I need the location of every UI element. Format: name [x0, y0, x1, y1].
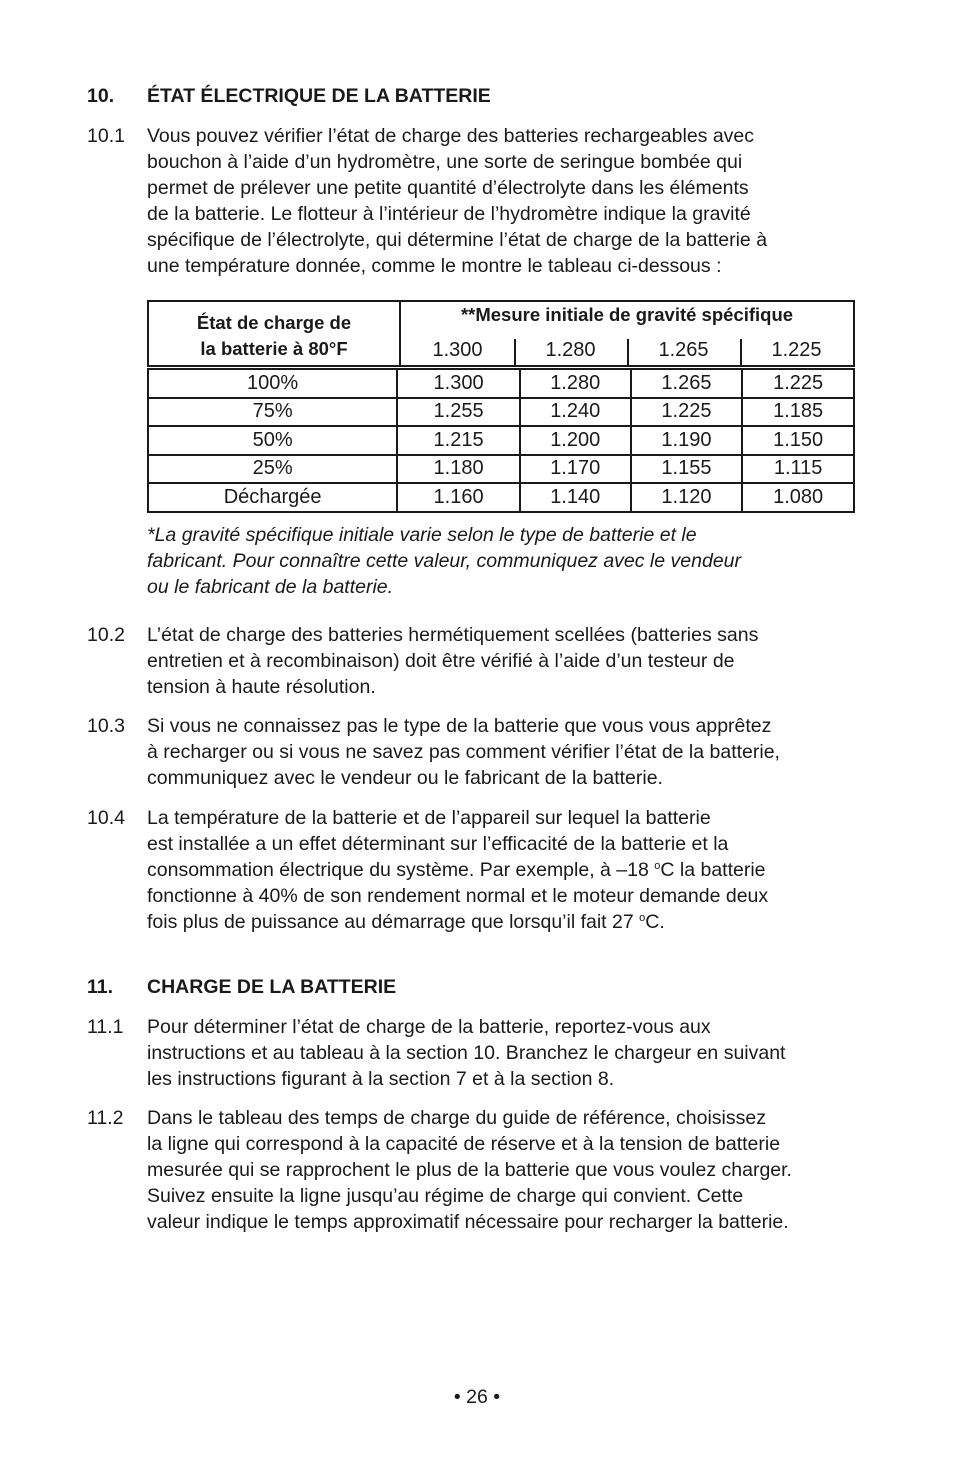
degree-symbol: o: [639, 912, 646, 924]
subheader-values: [401, 331, 853, 365]
paragraph-text: [147, 805, 877, 935]
paragraph-text: [147, 123, 877, 279]
text-line: spécifique de l’électrolyte, qui détermine l’état de charge de la batterie à: [147, 229, 768, 251]
paragraph-text: [147, 622, 877, 700]
paragraph-10-4: [87, 805, 877, 935]
text-line: *La gravité spécifique initiale varie selon le type de batterie et le: [147, 524, 697, 546]
paragraph-10-3: [87, 713, 877, 791]
paragraph-11-2: [87, 1105, 877, 1235]
subheader-value: 1.280: [514, 339, 627, 365]
text-fragment: C la batterie: [660, 859, 766, 881]
state-cell: 25%: [148, 455, 397, 484]
gravity-cell: 1.170: [520, 455, 631, 484]
gravity-cell: 1.300: [397, 369, 520, 398]
section-title: ÉTAT ÉLECTRIQUE DE LA BATTERIE: [147, 85, 491, 107]
gravity-cell: 1.140: [520, 483, 631, 512]
table-footnote: [147, 522, 741, 600]
specific-gravity-table: [147, 300, 855, 367]
text-line: [147, 909, 877, 935]
text-line: permet de prélever une petite quantité d’électrolyte dans les éléments: [147, 177, 749, 199]
text-line: instructions et au tableau à la section 10. Branchez le chargeur en suivant: [147, 1042, 786, 1064]
gravity-cell: 1.185: [742, 398, 854, 427]
paragraph-number: 10.2: [87, 624, 125, 646]
text-fragment: C.: [645, 911, 665, 933]
text-line: Si vous ne connaissez pas le type de la batterie que vous vous apprêtez: [147, 715, 772, 737]
text-line: entretien et à recombinaison) doit être vérifié à l’aide d’un testeur de: [147, 650, 735, 672]
text-fragment: consommation électrique du système. Par exemple, à –18: [147, 859, 655, 881]
text-line: Vous pouvez vérifier l’état de charge des batteries rechargeables avec: [147, 125, 755, 147]
text-line: valeur indique le temps approximatif nécessaire pour recharger la batterie.: [147, 1211, 789, 1233]
text-line: communiquez avec le vendeur ou le fabricant de la batterie.: [147, 767, 663, 789]
paragraph-number: 11.2: [87, 1107, 124, 1129]
page-number: • 26 •: [453, 1386, 501, 1408]
paragraph-text: [147, 1105, 877, 1235]
text-fragment: fois plus de puissance au démarrage que lorsqu’il fait 27: [147, 911, 640, 933]
table-row: [148, 398, 854, 427]
section-number: 11.: [87, 976, 114, 998]
gravity-cell: 1.225: [742, 369, 854, 398]
section-number: 10.: [87, 85, 115, 107]
state-cell: 75%: [148, 398, 397, 427]
text-line: La température de la batterie et de l’appareil sur lequel la batterie: [147, 807, 711, 829]
header-line: la batterie à 80°F: [200, 338, 348, 360]
text-line: une température donnée, comme le montre le tableau ci-dessous :: [147, 255, 722, 277]
gravity-cell: 1.190: [631, 426, 743, 455]
text-line: [147, 857, 877, 883]
text-line: ou le fabricant de la batterie.: [147, 576, 394, 598]
text-line: fabricant. Pour connaître cette valeur, communiquez avec le vendeur: [147, 550, 741, 572]
gravity-cell: 1.215: [397, 426, 520, 455]
section-10-heading: [87, 83, 491, 109]
paragraph-11-1: [87, 1014, 877, 1092]
paragraph-number: 10.1: [87, 125, 125, 147]
table-row: [148, 426, 854, 455]
gravity-cell: 1.255: [397, 398, 520, 427]
table-row: [148, 455, 854, 484]
text-line: de la batterie. Le flotteur à l’intérieur de l’hydromètre indique la gravité: [147, 203, 751, 225]
specific-gravity-table-body: [147, 368, 855, 513]
degree-symbol: o: [654, 860, 661, 872]
text-line: à recharger ou si vous ne savez pas comment vérifier l’état de la batterie,: [147, 741, 780, 763]
text-line: L’état de charge des batteries hermétiquement scellées (batteries sans: [147, 624, 759, 646]
subheader-value: 1.225: [740, 339, 853, 365]
table-row: [148, 369, 854, 398]
gravity-cell: 1.080: [742, 483, 854, 512]
gravity-cell: 1.115: [742, 455, 854, 484]
section-title: CHARGE DE LA BATTERIE: [147, 976, 397, 998]
gravity-cell: 1.280: [520, 369, 631, 398]
paragraph-number: 10.4: [87, 807, 125, 829]
gravity-cell: 1.160: [397, 483, 520, 512]
state-cell: 50%: [148, 426, 397, 455]
gravity-cell: 1.150: [742, 426, 854, 455]
text-line: Dans le tableau des temps de charge du guide de référence, choisissez: [147, 1107, 766, 1129]
paragraph-text: [147, 713, 877, 791]
state-cell: Déchargée: [148, 483, 397, 512]
gravity-cell: 1.240: [520, 398, 631, 427]
text-line: les instructions figurant à la section 7 et à la section 8.: [147, 1068, 615, 1090]
text-line: Suivez ensuite la ligne jusqu’au régime de charge qui convient. Cette: [147, 1185, 744, 1207]
header-initial-gravity: **Mesure initiale de gravité spécifique: [400, 301, 854, 331]
text-line: tension à haute résolution.: [147, 676, 376, 698]
paragraph-number: 11.1: [87, 1016, 124, 1038]
paragraph-10-1: [87, 123, 877, 279]
text-line: fonctionne à 40% de son rendement normal et le moteur demande deux: [147, 885, 769, 907]
text-line: bouchon à l’aide d’un hydromètre, une sorte de seringue bombée qui: [147, 151, 743, 173]
paragraph-number: 10.3: [87, 715, 125, 737]
header-line: État de charge de: [196, 312, 352, 334]
subheader-value: 1.300: [432, 338, 483, 361]
gravity-cell: 1.265: [631, 369, 743, 398]
table-row: [148, 483, 854, 512]
gravity-cell: 1.225: [631, 398, 743, 427]
gravity-cell: 1.180: [397, 455, 520, 484]
paragraph-10-2: [87, 622, 877, 700]
subheader-cell: [400, 331, 854, 366]
gravity-cell: 1.200: [520, 426, 631, 455]
header-state-of-charge: [148, 301, 400, 366]
section-11-heading: [87, 974, 396, 1000]
gravity-cell: 1.120: [631, 483, 743, 512]
subheader-value: 1.265: [627, 339, 740, 365]
text-line: Pour déterminer l’état de charge de la batterie, reportez-vous aux: [147, 1016, 711, 1038]
gravity-cell: 1.155: [631, 455, 743, 484]
state-cell: 100%: [148, 369, 397, 398]
text-line: la ligne qui correspond à la capacité de réserve et à la tension de batterie: [147, 1133, 781, 1155]
paragraph-text: [147, 1014, 877, 1092]
text-line: mesurée qui se rapprochent le plus de la batterie que vous voulez charger.: [147, 1159, 792, 1181]
text-line: est installée a un effet déterminant sur l’efficacité de la batterie et la: [147, 833, 729, 855]
